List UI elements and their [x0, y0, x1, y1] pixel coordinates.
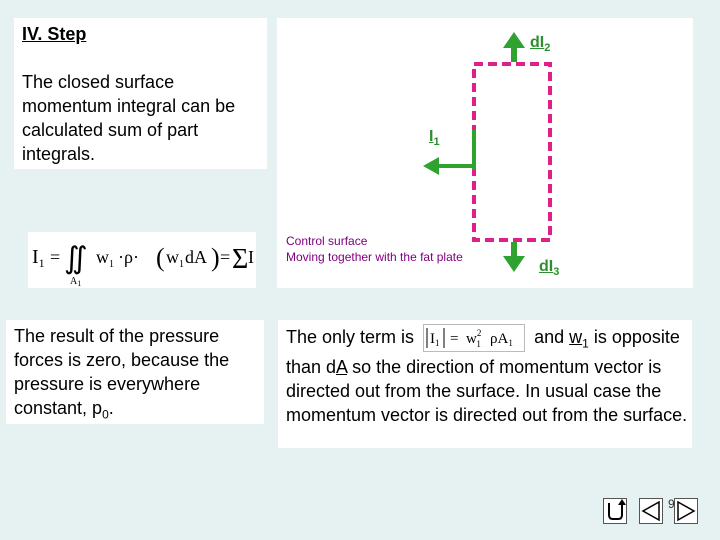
control-surface-line2: Moving together with the fat plate: [286, 250, 463, 264]
step-title: IV. Step: [22, 24, 87, 44]
page-number: 9: [668, 497, 675, 511]
return-button[interactable]: [603, 498, 627, 524]
sum-symbol: Σ: [232, 244, 249, 275]
control-surface-diagram: [277, 18, 693, 288]
formula-dot-rho: ·ρ·: [118, 247, 139, 267]
formula-eq2: =: [220, 247, 231, 267]
inline-momentum-formula: [423, 324, 525, 352]
step-description: The closed surface momentum integral can be calculated sum of part integrals.: [22, 72, 236, 164]
next-button[interactable]: [674, 498, 698, 524]
previous-icon: [640, 499, 662, 523]
formula-da: dA: [185, 247, 207, 267]
formula-rhs: I: [248, 247, 254, 267]
step-panel: [14, 18, 267, 169]
label-i1: $I_1$: [429, 128, 440, 149]
result-text: The only term is $I_1$ = $w^2$ 1 $\rho A_1$ and $w_1$ is opposite than dA so the direction of momentum vector is directed out from the surface. In usual case the momentum vector is directed out from the surface.: [286, 324, 690, 427]
arrow-di2-head: [503, 32, 525, 48]
formula-svg: [28, 232, 256, 288]
formula-eq: =: [50, 247, 61, 267]
momentum-integral-formula: [28, 232, 256, 288]
integral-subscript: $A_1$: [70, 276, 82, 288]
previous-button[interactable]: [639, 498, 663, 524]
label-di3: $dI_3$: [539, 258, 560, 279]
pressure-text: The result of the pressure forces is zero, because the pressure is everywhere constant, $p_0$.: [14, 326, 230, 422]
pressure-panel: [6, 320, 264, 424]
control-surface-rect: [474, 64, 550, 240]
formula-paren-close: ): [211, 243, 220, 272]
next-icon: [675, 499, 697, 523]
label-di2: $dI_2$: [530, 34, 551, 55]
double-integral-symbol: ∬: [64, 242, 88, 275]
formula-w-inner: $w_1$: [166, 247, 184, 270]
svg-text:=: =: [450, 331, 459, 347]
result-panel: [278, 320, 692, 448]
inline-formula-svg: [424, 325, 524, 351]
return-icon: [604, 499, 626, 523]
formula-lhs: $I_1$: [32, 246, 45, 270]
formula-paren-open: (: [156, 243, 165, 272]
svg-text:ρA1: $\rho A_1$: [490, 331, 513, 348]
svg-text:I1: $I_1$: [430, 331, 440, 348]
arrow-i1-head: [423, 157, 439, 175]
formula-w: $w_1$: [96, 247, 114, 270]
arrow-di3-head: [503, 256, 525, 272]
control-surface-line1: Control surface: [286, 234, 368, 248]
svg-text:w21: $w^2$ 1: [466, 328, 482, 349]
control-surface-caption: [286, 233, 463, 265]
